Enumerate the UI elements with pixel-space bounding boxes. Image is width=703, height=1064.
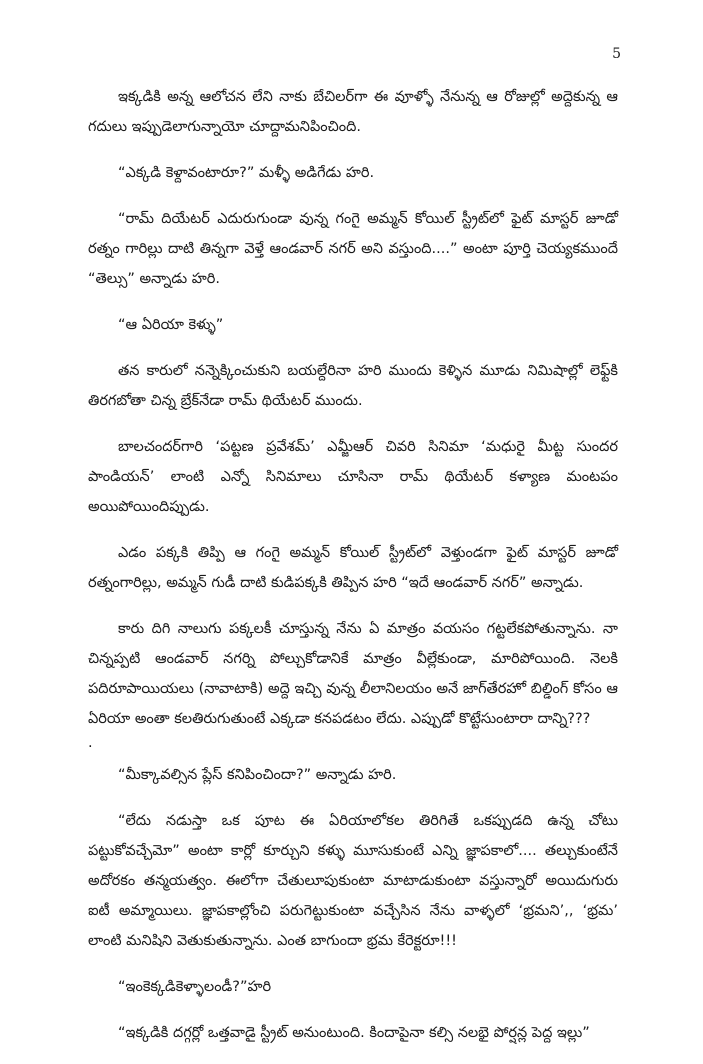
paragraph: “రామ్ దియేటర్ ఎదురుగుండా వున్న గంగై అమ్మన్ కోయిల్ స్ట్రీట్‌లో ఫైట్ మాస్టర్ జూడో రత్నం గారిల్లు దాటి తిన్నగా వెళ్తే ఆండవార్ నగర్ అని వస్తుంది....” అంటా పూర్తి చెయ్యకముందే “తెల్సు” అన్నాడు హరి. (88, 211, 618, 287)
page-number: 5 (612, 46, 621, 62)
paragraph: తన కారులో నన్నెక్కించుకుని బయల్దేరినా హరి ముందు కెళ్ళిన మూడు నిమిషాల్లో లెఫ్ట్‌కి తిరగబోతా చిన్న బ్రేక్‌నేడా రామ్ థియేటర్ ముందు. (88, 363, 618, 409)
paragraph: బాలచందర్‌గారి ‘పట్టణ ప్రవేశమ్’ ఎమ్జీఆర్ చివరి సినిమా ‘మధురై మీట్ట సుందర పాండియన్’ లాంటి ఎన్నో సినిమాలు చూసినా రామ్ థియేటర్ కళ్యాణ మంటపం అయిపోయిందిప్పుడు. (88, 439, 618, 515)
paragraph: “లేదు నడుస్తా ఒక పూట ఈ ఏరియాలోకల తిరిగితే ఒకప్పుడది ఉన్న చోటు పట్టుకోవచ్చేమో” అంటా కార్లో కూర్చుని కళ్ళు మూసుకుంటే ఎన్ని జ్ఞాపకాలో.... తల్చుకుంటేనే అదోరకం తన్మయత్వం. ఈలోగా చేతులూపుకుంటా మాటాడుకుంటా వస్తున్నారో అయిదుగురు ఐటీ అమ్మాయిలు. జ్ఞాపకాల్లోంచి పరుగెట్టుకుంటా వచ్చేసిన నేను వాళ్ళలో ‘భ్రమని’,, ‘భ్రమ’ లాంటి మనిషిని వెతుకుతున్నాను. ఎంత బాగుందా భ్రమ కేరెక్టరూ!!! (88, 813, 618, 949)
body-text (88, 82, 618, 1064)
paragraph: ఇక్కడికి అన్న ఆలోచన లేని నాకు బేచిలర్‌గా ఈ వూళ్ళో నేనున్న ఆ రోజుల్లో అద్దెకున్న ఆ గదులు ఇప్పుడెలాగున్నాయో చూద్దామనిపించింది. (88, 89, 618, 135)
paragraph: “ఎక్కడి కెళ్దావంటారూ?” మళ్ళీ అడిగేడు హరి. (118, 165, 375, 181)
paragraph: “ఇక్కడికి దగ్గర్లో ఒత్తవాడై స్ట్రీట్ అనుంటుంది. కిందాపైనా కల్సి నలభై పోర్షన్ల పెద్ద ఇల్లు” (118, 1025, 590, 1041)
paragraph: “ఇంకెక్కడికెళ్ళాలండీ?”హరి (118, 979, 272, 995)
paragraph: ఎడం పక్కకి తిప్పి ఆ గంగై అమ్మన్ కోయిల్ స్ట్రీట్‌లో వెళ్తుండగా ఫైట్ మాస్టర్ జూడో రత్నంగారిల్లు, అమ్మన్ గుడీ దాటి కుడిపక్కకి తిప్పిన హరి “ఇదే ఆండవార్ నగర్” అన్నాడు. (88, 545, 618, 591)
paragraph: “ఆ ఏరియా కెళ్ళు” (118, 317, 224, 333)
paragraph: . (88, 735, 93, 751)
paragraph: “మీక్కావల్సిన ప్లేస్ కనిపించిందా?” అన్నాడు హరి. (118, 767, 397, 783)
paragraph: కారు దిగి నాలుగు పక్కలకీ చూస్తున్న నేను ఏ మాత్రం వయసం గట్టలేకపోతున్నాను. నా చిన్నప్పటి ఆండవార్ నగర్ని పోల్చుకోడానికే మాత్రం వీల్లేకుండా, మారిపోయింది. నెలకి పదిరూపాయియలు (నావాటాకి) అద్దె ఇచ్చి వున్న లీలానిలయం అనే జాగ్‌తేరహో బిల్డింగ్ కోసం ఆ ఏరియా అంతా కలతిరుగుతుంటే ఎక్కడా కనపడటం లేదు. ఎప్పుడో కొట్టేసుంటారా దాన్ని??? (88, 621, 618, 727)
